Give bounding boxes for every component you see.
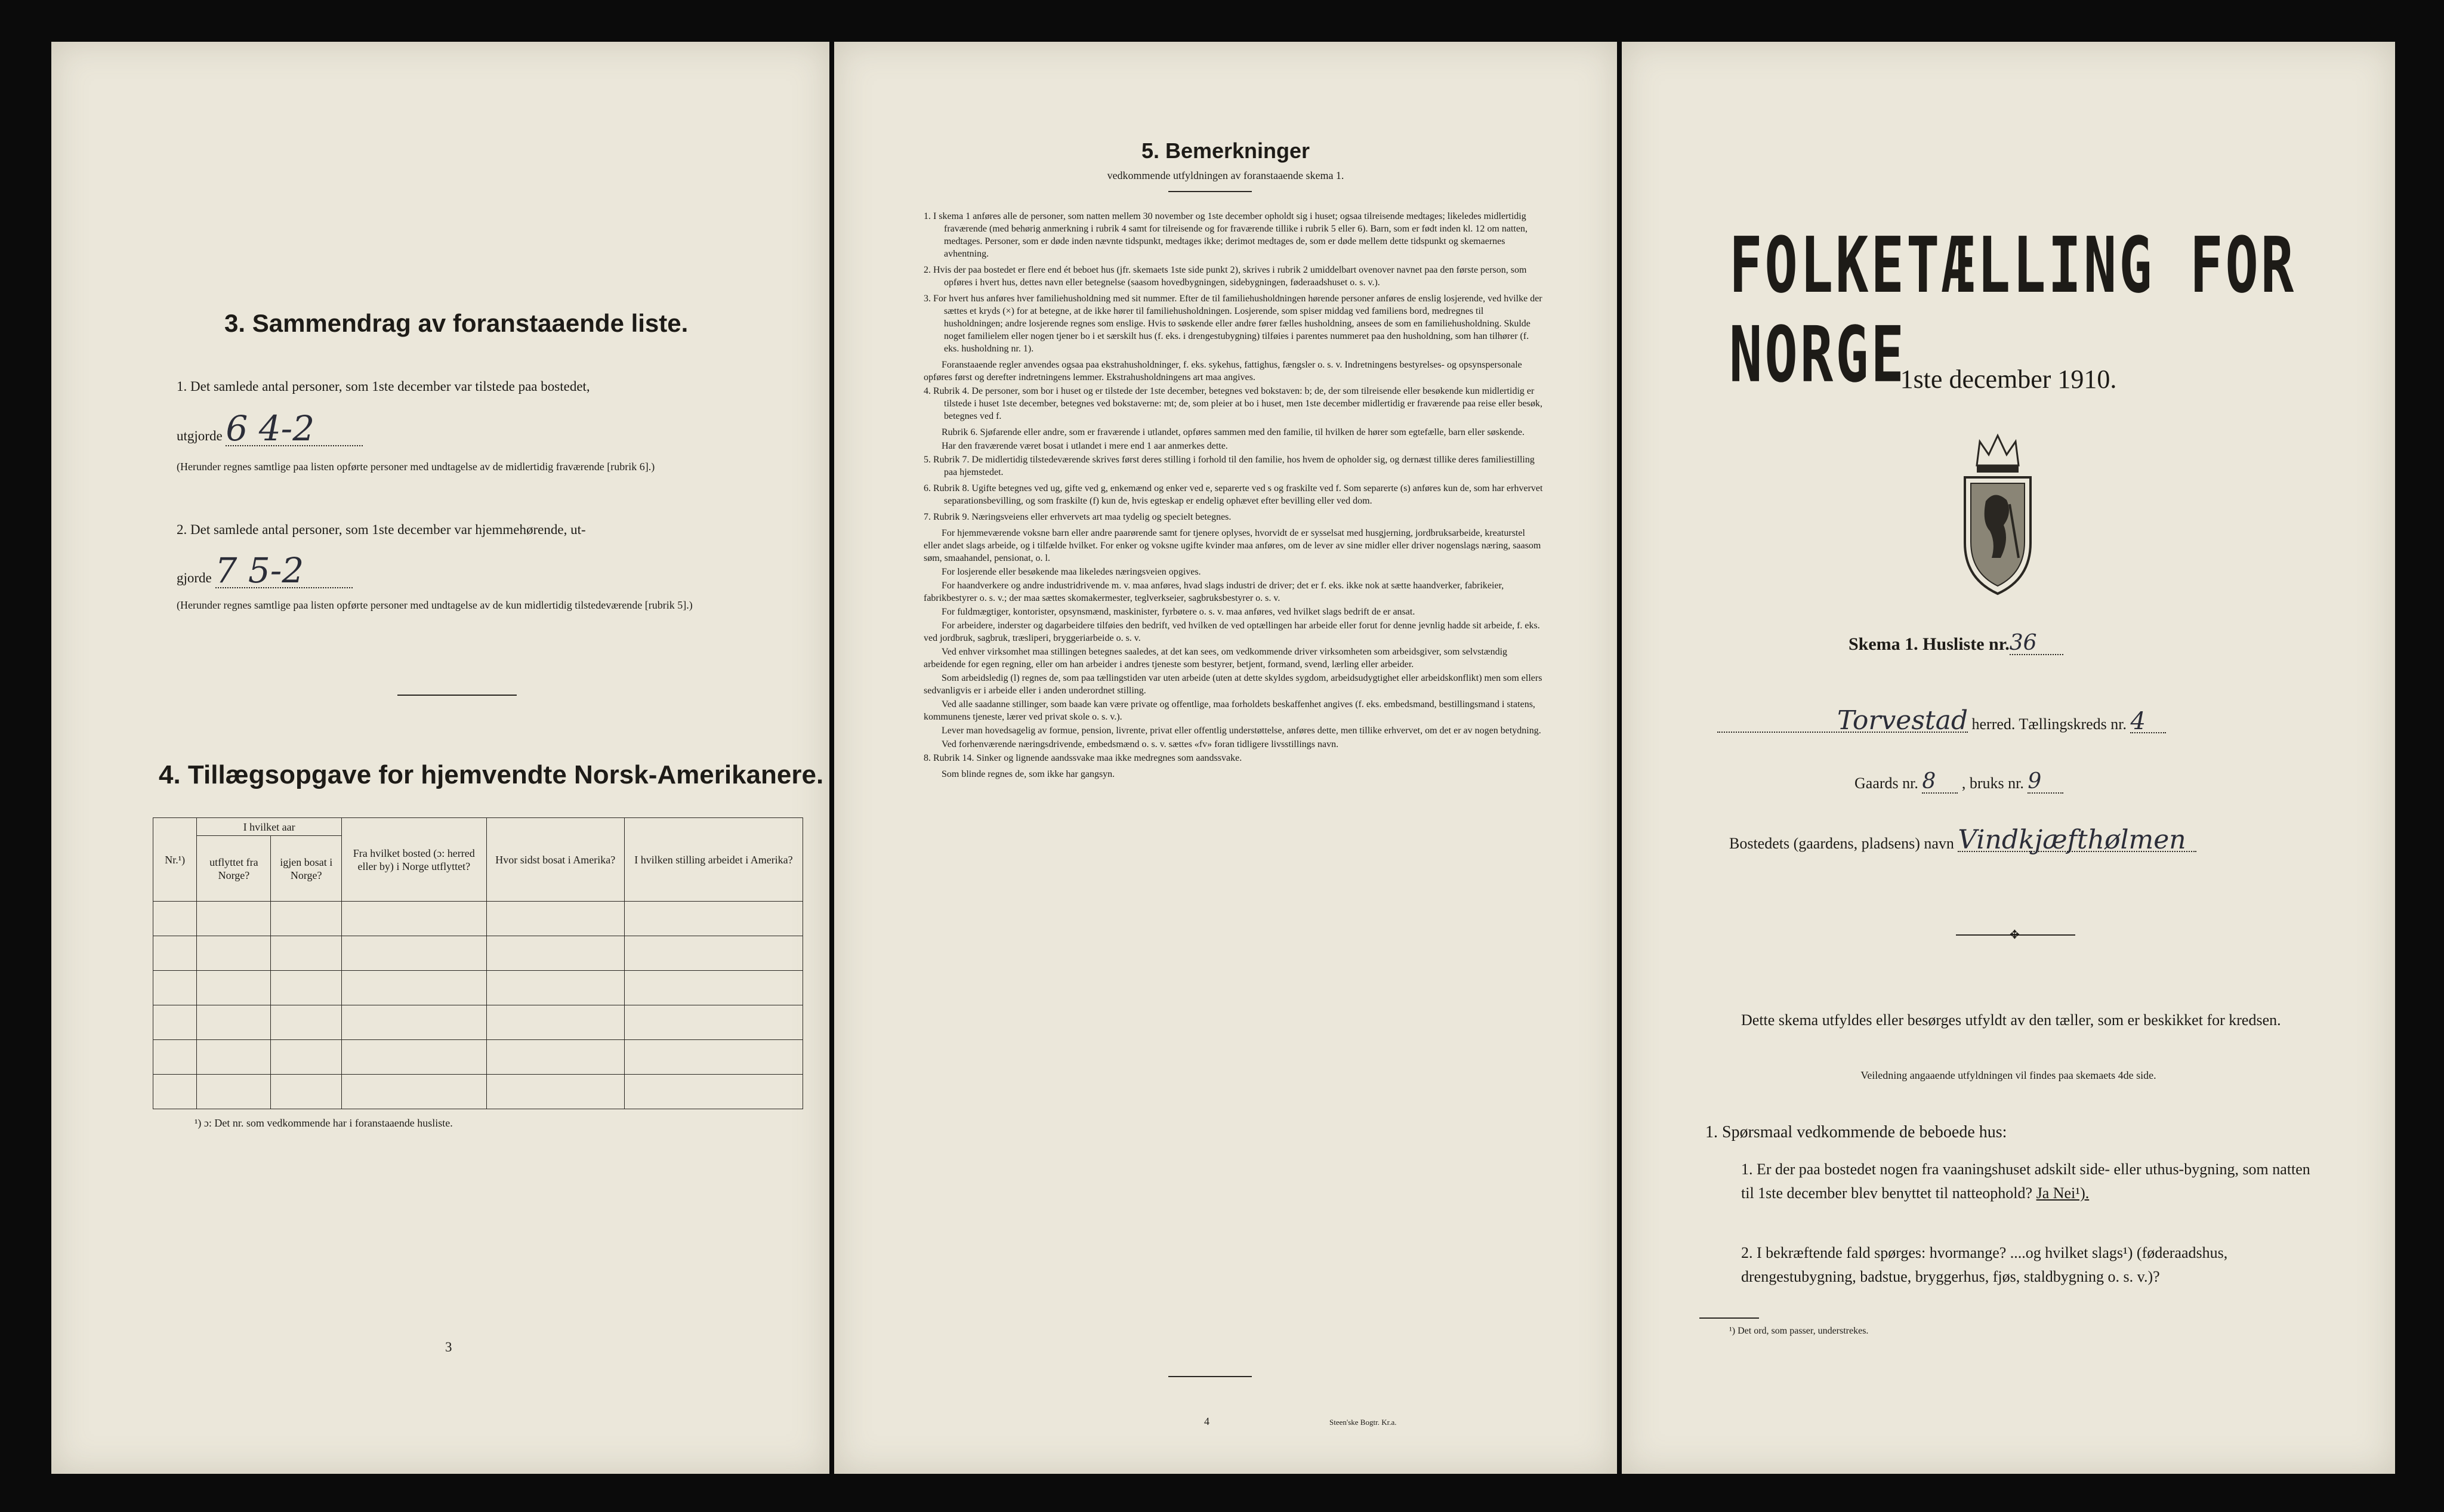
remark-item: 4. Rubrik 4. De personer, som bor i huset og er tilstede der 1ste december, betegnes ved bokstaven: b; de, der som tilreisende eller besøkende kun midlertidig er tilstede i huset 1ste december, betegnes ved bokstaverne: mt; de, som pleier at bo i huset, men 1ste december midlertidig er fraværende paa reise eller besøk, betegnes ved f. (924, 386, 1543, 421)
kreds-value[interactable]: 4 (2130, 711, 2166, 733)
table-footnote: ¹) ɔ: Det nr. som vedkommende har i foranstaaende husliste. (195, 1117, 453, 1129)
remark-item: 5. Rubrik 7. De midlertidig tilstedeværende skrives først deres stilling i forhold til den familie, hos hvem de opholder sig, og dernæst tillike deres familiestilling paa hjemstedet. (924, 455, 1535, 477)
herred-value[interactable]: Torvestad (1717, 710, 1968, 733)
table-row[interactable] (153, 902, 803, 936)
gaards-value[interactable]: 8 (1922, 771, 1958, 794)
ornament-icon: ✥ (2010, 928, 2020, 942)
remark-item: For losjerende eller besøkende maa likeledes næringsveien opgives. (942, 567, 1201, 577)
remark-item: 2. Hvis der paa bostedet er flere end ét beboet hus (jfr. skemaets 1ste side punkt 2), skrives i rubrik 2 umiddelbart ovenover navnet paa den første person, som opføres i hvert hus, dettes navn eller betegnelse (saasom hovedbygningen, sidebygningen, føderaadshuset o. s. v.). (924, 265, 1527, 288)
table-row[interactable] (153, 1075, 803, 1109)
col-back: igjen bosat i Norge? (271, 836, 341, 902)
col-from: Fra hvilket bosted (ɔ: herred eller by) i Norge utflyttet? (341, 818, 486, 902)
question-heading: 1. Spørsmaal vedkommende de beboede hus: (1705, 1123, 2007, 1141)
intro-guidance: Veiledning angaaende utfyldningen vil findes paa skemaets 4de side. (1860, 1069, 2156, 1081)
divider (397, 695, 517, 696)
page-3-summary (51, 42, 829, 1474)
remark-item: Ved alle saadanne stillinger, som baade kan være private og offentlige, maa forholdets beskaffenhet angives (f. eks. embedsmand, bestillingsmand i statens, kommunens tjeneste, lærer ved privat skole o. s. v.). (924, 699, 1535, 722)
husliste-nr[interactable]: 36 (2010, 632, 2063, 655)
census-title: FOLKETÆLLING FOR NORGE (1729, 221, 2297, 400)
remark-item: Foranstaaende regler anvendes ogsaa paa ekstrahusholdninger, f. eks. sykehus, fattighus, fængsler o. s. v. Indretningens bestyrelses- og opsynspersonale opføres først og derefter indretningens lemmer. Ekstrahusholdningens art maa angives. (924, 360, 1522, 382)
remark-item: 3. For hvert hus anføres hver familiehusholdning med sit nummer. Efter de til familiehusholdningen hørende personer anføres de enslig losjerende, ved hvilke der sættes et kryds (×) for at betegne, at de ikke hører til familiehusholdningen. Losjerende, som spiser middag ved familiens bord, medregnes til husholdningen; andre losjerende regnes som enslige. Hvis to søskende eller andre fører fælles husholdning, ansees de som en familiehusholdning. Skulde noget familielem eller nogen tjener bo i et særskilt hus (f. eks. i drengestubygning) tilføies i parentes nummeret paa den husholdning, som han tilhører (f. eks. husholdning nr. 1). (924, 294, 1542, 354)
q2-handwritten-value[interactable]: 7 5-2 (215, 554, 353, 588)
table-row[interactable] (153, 971, 803, 1005)
gaard-line: Gaards nr. 8 , bruks nr. 9 (1854, 771, 2063, 794)
herred-line: Torvestad herred. Tællingskreds nr. 4 (1717, 710, 2166, 735)
remark-item: 6. Rubrik 8. Ugifte betegnes ved ug, gifte ved g, enkemænd og enker ved e, separerte ved s og fraskilte ved f. Som separerte (s) anføres kun de, som har erhvervet separationsbevilling, og som fraskilte (f) kun de, hvis egteskap er endelig ophævet efter bevilling eller ved dom. (924, 483, 1543, 506)
q2-text: 2. Det samlede antal personer, som 1ste december var hjemmehørende, ut- (177, 522, 586, 537)
schema-line: Skema 1. Husliste nr.36 (1849, 632, 2063, 655)
remark-item: Lever man hovedsagelig av formue, pension, livrente, privat eller offentlig understøttelse, anføres dette, men tillike erhvervet, om det er av nogen betydning. (942, 726, 1541, 736)
divider (1168, 1376, 1252, 1377)
page-number: 4 (1204, 1415, 1209, 1427)
remark-item: Som arbeidsledig (l) regnes de, som paa tællingstiden var uten arbeide (uten at dette skyldes sygdom, arbeidsudygtighet eller arbeidskonflikt) men som ellers sedvanligvis er i arbeide eller i anden underordnet stilling. (924, 673, 1542, 696)
remark-item: 8. Rubrik 14. Sinker og lignende aandssvake maa ikke medregnes som aandssvake. (924, 753, 1242, 763)
col-where: Hvor sidst bosat i Amerika? (486, 818, 624, 902)
col-out: utflyttet fra Norge? (197, 836, 271, 902)
remark-item: For arbeidere, inderster og dagarbeidere tilføies den bedrift, ved hvilken de ved optællingen har arbeide eller forut for denne jevnlig hadde sit arbeide, f. eks. ved jordbruk, sagbruk, træsliperi, bryggeriarbeide o. s. v. (924, 621, 1540, 643)
norsk-amerikanere-table (153, 817, 803, 1109)
q1-answer[interactable]: Ja Nei¹). (2036, 1184, 2090, 1202)
question-2: 2. I bekræftende fald spørges: hvormange? ....og hvilket slags¹) (føderaadshus, drengestubygning, badstue, bryggerhus, fjøs, staldbygning o. s. v.)? (1741, 1244, 2228, 1285)
cover-footnote: ¹) Det ord, som passer, understrekes. (1729, 1326, 1869, 1336)
table-row[interactable] (153, 1005, 803, 1040)
section-3-title: 3. Sammendrag av foranstaaende liste. (224, 309, 689, 337)
remark-item: For hjemmeværende voksne barn eller andre paarørende samt for tjenere oplyses, hvorvidt de er sysselsat med husgjerning, jordbruksarbeide, kreaturstel eller andet slags arbeide, og i tilfælde hvilket. For enker og voksne ugifte kvinder maa anføres, om de lever av sine midler eller driver nogenslags næring, saasom søm, smaahandel, pensionat, o. l. (924, 528, 1541, 563)
page-4-remarks (834, 42, 1617, 1474)
remark-item: Rubrik 6. Sjøfarende eller andre, som er fraværende i utlandet, opføres sammen med den familie, til hvilken de hører som egtefælle, barn eller søskende. (942, 427, 1525, 437)
census-date: 1ste december 1910. (1900, 365, 2117, 394)
printer-mark: Steen'ske Bogtr. Kr.a. (1329, 1418, 1397, 1427)
remark-item: Har den fraværende været bosat i utlandet i mere end 1 aar anmerkes dette. (942, 441, 1228, 451)
remarks-list (924, 210, 1544, 782)
remark-item: 7. Rubrik 9. Næringsveiens eller erhvervets art maa tydelig og specielt betegnes. (924, 512, 1232, 522)
remark-item: Som blinde regnes de, som ikke har gangsyn. (942, 769, 1115, 779)
divider (1699, 1317, 1759, 1319)
intro-text: Dette skema utfyldes eller besørges utfyldt av den tæller, som er beskikket for kredsen. (1741, 1011, 2281, 1029)
page-number: 3 (445, 1340, 452, 1354)
q1-handwritten-value[interactable]: 6 4-2 (226, 412, 363, 446)
remark-item: Ved enhver virksomhet maa stillingen betegnes saaledes, at det kan sees, om vedkommende driver virksomheten som arbeidsgiver, som selvstændig arbeidende for egen regning, eller om han arbeider i andres tjeneste som bestyrer, betjent, formand, svend, lærling eller arbeider. (924, 647, 1508, 669)
remark-item: For fuldmægtiger, kontorister, opsynsmænd, maskinister, fyrbøtere o. s. v. maa anføres, ved hvilket slags bedrift de er ansat. (942, 607, 1415, 617)
bosted-value[interactable]: Vindkjæfthølmen (1958, 829, 2196, 852)
remarks-subtitle: vedkommende utfyldningen av foranstaaende skema 1. (1107, 169, 1344, 181)
q1-total: utgjorde 6 4-2 (177, 412, 363, 447)
table-row[interactable] (153, 936, 803, 971)
remark-item: Ved forhenværende næringsdrivende, embedsmænd o. s. v. sættes «fv» foran tidligere livsstillings navn. (942, 739, 1339, 749)
table-row[interactable] (153, 1040, 803, 1075)
remark-item: 1. I skema 1 anføres alle de personer, som natten mellem 30 november og 1ste december opholdt sig i huset; ogsaa tilreisende medtages; likeledes midlertidig fraværende (med behørig anmerkning i rubrik 4 samt for tilreisende og for fraværende tillike i rubrik 5 eller 6). Barn, som er født inden kl. 12 om natten, medtages. Personer, som er døde inden nævnte tidspunkt, medtages ikke; derimot medtages de, som er døde mellem dette tidspunkt og skemaernes avhentning. (924, 211, 1528, 259)
remark-item: For haandverkere og andre industridrivende m. v. maa anføres, hvad slags industri de driver; det er f. eks. ikke nok at sætte haandverker, fabrikeier, fabrikbestyrer o. s. v.; der maa sættes skomakermester, teglverkseier, sagbruksbestyrer o. s. v. (924, 581, 1504, 603)
q2-total: gjorde 7 5-2 (177, 554, 353, 589)
divider (1168, 191, 1252, 192)
q2-note: (Herunder regnes samtlige paa listen opførte personer med undtagelse av de kun midlertidig tilstedeværende [rubrik 5].) (177, 599, 693, 611)
bruks-value[interactable]: 9 (2028, 771, 2063, 794)
bleed-through (51, 66, 829, 107)
remarks-title: 5. Bemerkninger (1141, 138, 1310, 163)
col-year-group: I hvilket aar (197, 818, 342, 836)
col-nr: Nr.¹) (153, 818, 197, 902)
section-4-title: 4. Tillægsopgave for hjemvendte Norsk-Amerikanere. (159, 760, 824, 789)
cover-page (1622, 42, 2395, 1474)
col-job: I hvilken stilling arbeidet i Amerika? (624, 818, 803, 902)
bosted-line: Bostedets (gaardens, pladsens) navn Vindkjæfthølmen (1729, 829, 2196, 854)
q1-note: (Herunder regnes samtlige paa listen opførte personer med undtagelse av de midlertidig fraværende [rubrik 6].) (177, 461, 655, 473)
coat-of-arms-icon (1953, 430, 2042, 597)
q1-text: 1. Det samlede antal personer, som 1ste december var tilstede paa bostedet, (177, 379, 590, 394)
question-1: 1. Er der paa bostedet nogen fra vaaningshuset adskilt side- eller uthus-bygning, som natten til 1ste december blev benyttet til natteophold? Ja Nei¹). (1741, 1161, 2310, 1202)
